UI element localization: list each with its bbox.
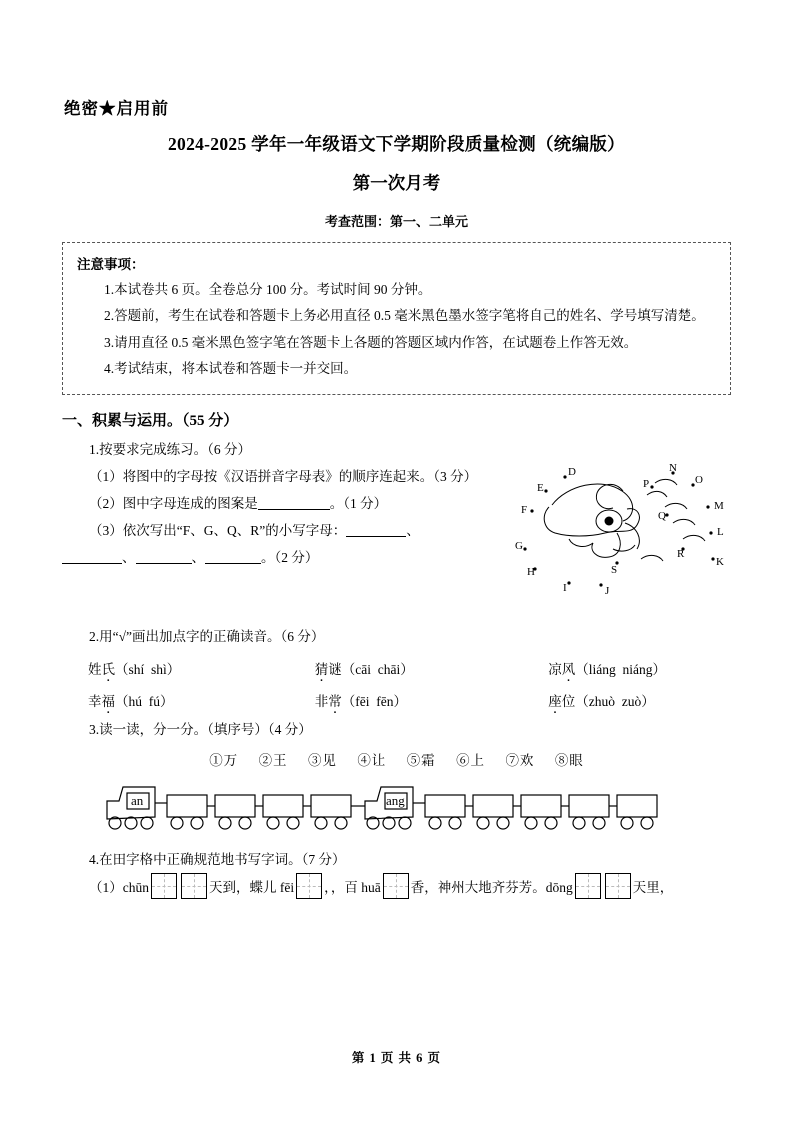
question-2-table bbox=[62, 652, 731, 716]
table-row bbox=[62, 684, 731, 716]
q4-comma: ， bbox=[324, 880, 331, 896]
pinyin-cell: 姓氏（shí shì） bbox=[88, 662, 181, 678]
page-title: 2024-2025 学年一年级语文下学期阶段质量检测（统编版） bbox=[167, 134, 625, 154]
q1-sub3-prefix: （3）依次写出“F、G、Q、R”的小写字母： bbox=[89, 523, 347, 539]
page-subtitle: 第一次月考 bbox=[352, 173, 441, 193]
svg-text:J: J bbox=[605, 585, 610, 598]
train-label: ang bbox=[385, 793, 405, 809]
svg-text:P: P bbox=[643, 478, 650, 491]
tianzi-cell[interactable] bbox=[296, 873, 322, 899]
question-4-stem: 4.在田字格中正确规范地书写字词。（7 分） bbox=[89, 852, 346, 868]
char-item: ②王 bbox=[258, 753, 288, 769]
char-item: ①万 bbox=[209, 753, 239, 769]
question-2-stem: 2.用“√”画出加点字的正确读音。（6 分） bbox=[89, 629, 325, 645]
svg-text:S: S bbox=[611, 564, 618, 577]
section-heading: 一、积累与运用。（55 分） bbox=[62, 413, 239, 430]
answer-blank[interactable] bbox=[205, 550, 261, 565]
q4-part: 蝶儿 fēi bbox=[249, 880, 295, 896]
notice-item: 4.考试结束，将本试卷和答题卡一并交回。 bbox=[104, 360, 358, 376]
train-label: an bbox=[130, 793, 143, 809]
question-1-sub-3 bbox=[62, 517, 497, 544]
train-illustration-wrap bbox=[62, 773, 731, 840]
question-1-sub-2 bbox=[62, 490, 497, 517]
pinyin-cell: 非常（fēi fēn） bbox=[314, 694, 407, 710]
svg-text:I: I bbox=[563, 582, 567, 595]
char-item: ⑥上 bbox=[456, 753, 486, 769]
svg-text:G: G bbox=[515, 540, 523, 553]
answer-blank[interactable] bbox=[346, 523, 406, 538]
q1-sub3-sep2: 、 bbox=[122, 550, 136, 566]
svg-text:D: D bbox=[568, 466, 576, 479]
svg-text:Q: Q bbox=[658, 510, 666, 523]
q1-sub3-sep3: 、 bbox=[191, 550, 205, 566]
svg-text:E: E bbox=[537, 482, 544, 495]
q4-part: ，百 huā bbox=[330, 880, 381, 896]
question-1-sub-3-cont bbox=[62, 544, 497, 571]
answer-blank[interactable] bbox=[62, 550, 122, 565]
question-1-text-column bbox=[62, 463, 497, 571]
svg-text:H: H bbox=[527, 566, 535, 579]
char-item: ⑤霜 bbox=[406, 753, 436, 769]
question-1-sub-1: （1）将图中的字母按《汉语拼音字母表》的顺序连起来。（3 分） bbox=[89, 469, 478, 485]
question-1-body bbox=[62, 463, 731, 623]
pinyin-cell: 座位（zhuò zuò） bbox=[548, 694, 655, 710]
question-1-stem: 1.按要求完成练习。（6 分） bbox=[89, 442, 251, 458]
pinyin-cell: 凉风（liáng niáng） bbox=[548, 662, 666, 678]
notice-item: 1.本试卷共 6 页。全卷总分 100 分。考试时间 90 分钟。 bbox=[104, 282, 432, 297]
tianzi-cell[interactable] bbox=[575, 873, 601, 899]
q1-sub2-prefix: （2）图中字母连成的图案是 bbox=[89, 496, 258, 512]
exam-scope: 考查范围：第一、二单元 bbox=[324, 214, 468, 229]
train-illustration bbox=[97, 773, 697, 835]
table-row bbox=[62, 652, 731, 684]
question-4-writing-line bbox=[62, 873, 731, 903]
q1-sub2-suffix: 。（1 分） bbox=[329, 496, 388, 512]
q4-part: 天到， bbox=[209, 880, 250, 896]
svg-text:N: N bbox=[669, 463, 677, 475]
notice-box bbox=[62, 242, 731, 395]
q4-part: 天里， bbox=[632, 880, 674, 896]
question-3-stem: 3.读一读，分一分。（填序号）（4 分） bbox=[89, 722, 312, 738]
q1-sub3-suffix: 。（2 分） bbox=[261, 550, 319, 566]
char-item: ④让 bbox=[357, 753, 387, 769]
answer-blank[interactable] bbox=[258, 496, 330, 511]
svg-text:F: F bbox=[521, 504, 528, 517]
tianzi-cell[interactable] bbox=[605, 873, 631, 899]
pinyin-cell: 幸福（hú fú） bbox=[88, 694, 174, 710]
page-footer: 第 1 页 共 6 页 bbox=[351, 1051, 442, 1065]
pinyin-cell: 猜谜（cāi chāi） bbox=[314, 662, 414, 678]
svg-text:K: K bbox=[716, 556, 724, 569]
svg-text:L: L bbox=[717, 526, 724, 539]
letter-dot-illustration bbox=[497, 463, 747, 623]
q4-part: （1）chūn bbox=[89, 880, 149, 896]
tianzi-cell[interactable] bbox=[181, 873, 207, 899]
q4-part: 香，神州大地齐芬芳。dōng bbox=[410, 880, 573, 896]
notice-item: 3.请用直径 0.5 毫米黑色签字笔在答题卡上各题的答题区域内作答，在试题卷上作答无效。 bbox=[104, 334, 638, 350]
svg-text:O: O bbox=[695, 474, 703, 487]
secret-label: 绝密★启用前 bbox=[64, 99, 169, 118]
tianzi-cell[interactable] bbox=[383, 873, 409, 899]
char-item: ⑧眼 bbox=[554, 753, 584, 769]
svg-text:M: M bbox=[714, 500, 724, 513]
char-item: ⑦欢 bbox=[505, 753, 535, 769]
connect-the-dots-figure bbox=[497, 463, 747, 623]
char-item: ③见 bbox=[307, 753, 337, 769]
answer-blank[interactable] bbox=[136, 550, 192, 565]
question-3-char-list bbox=[62, 749, 731, 769]
notice-title: 注意事项： bbox=[77, 257, 145, 272]
tianzi-cell[interactable] bbox=[151, 873, 177, 899]
notice-item: 2.答题前，考生在试卷和答题卡上务必用直径 0.5 毫米黑色墨水签字笔将自己的姓名、学号填写清楚。 bbox=[104, 308, 705, 324]
svg-text:R: R bbox=[677, 548, 685, 561]
q1-sub3-sep1: 、 bbox=[406, 523, 420, 539]
